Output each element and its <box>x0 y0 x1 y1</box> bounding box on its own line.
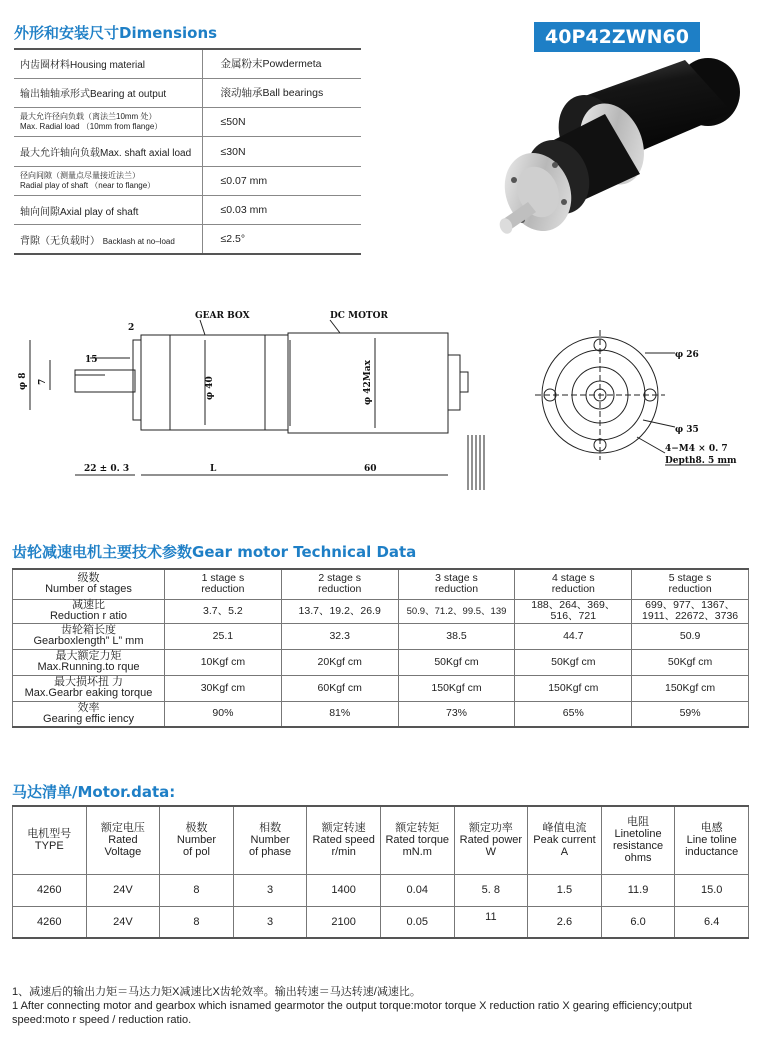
table-cell: 6.4 <box>675 906 749 938</box>
row-header-cn: 效率 <box>77 701 100 714</box>
column-header: 额定电压 Rated Voltage <box>86 806 160 874</box>
table-row <box>13 599 749 623</box>
dim-label-cn: 背隙（无负载时） <box>20 235 100 247</box>
table-cell: 50Kgf cm <box>632 649 749 675</box>
table-cell: 24V <box>86 906 160 938</box>
stage-col: 1 stage s reduction <box>165 569 282 599</box>
phi26-label: φ 26 <box>675 350 699 360</box>
table-row <box>14 108 361 137</box>
table-cell: 65% <box>515 701 632 727</box>
table-cell: 6.0 <box>601 906 675 938</box>
dim-40-label: φ 40 <box>205 376 215 400</box>
table-cell: 15.0 <box>675 874 749 906</box>
dim-label-en: Backlash at no–load <box>102 236 175 246</box>
row-header-en: Gearing effic iency <box>43 712 134 725</box>
dim-15-label: 15 <box>85 355 98 365</box>
dim-label: 内齿圈材料Housing material <box>14 49 202 78</box>
row-header-cn: 最大损坏扭 力 <box>53 676 124 688</box>
column-header: 相数 Number of phase <box>233 806 307 874</box>
column-header: 额定转速 Rated speed r/min <box>307 806 381 874</box>
table-cell: 20Kgf cm <box>281 649 398 675</box>
table-cell: 73% <box>398 701 515 727</box>
table-cell: 81% <box>281 701 398 727</box>
table-cell: 38.5 <box>398 623 515 649</box>
table-cell: 32.3 <box>281 623 398 649</box>
table-cell: 1.5 <box>528 874 602 906</box>
row-header-cn: 减速比 <box>72 599 105 611</box>
gear-box-label: GEAR BOX <box>195 311 250 321</box>
table-cell: 0.05 <box>380 906 454 938</box>
column-header: 额定转矩 Rated torque mN.m <box>380 806 454 874</box>
row-header-en: Max.Running.to rque <box>37 661 140 673</box>
table-row <box>14 195 361 224</box>
table-row <box>13 874 749 906</box>
dim-value: ≤0.03 mm <box>202 195 361 224</box>
stage-col: 5 stage s reduction <box>632 569 749 599</box>
table-cell: 3 <box>233 906 307 938</box>
dim-label: 最大允许轴向负载Max. shaft axial load <box>14 137 202 166</box>
dim-label <box>14 166 202 195</box>
table-cell: 8 <box>160 874 234 906</box>
tech-row-header <box>13 599 165 623</box>
dim-8-label: φ 8 <box>18 372 28 390</box>
dimensions-title: 外形和安装尺寸Dimensions <box>14 24 218 42</box>
table-cell: 24V <box>86 874 160 906</box>
row-header-en: Max.Gearbr eaking torque <box>24 687 153 699</box>
footnote-cn: 1、减速后的输出力矩＝马达力矩X减速比X齿轮效率。输出转速＝马达转速/减速比。 <box>12 986 421 998</box>
motor-photo <box>480 52 755 252</box>
motor-table <box>12 805 749 939</box>
dim-2-label: 2 <box>128 323 135 333</box>
column-header: 峰值电流 Peak current A <box>528 806 602 874</box>
dim-label <box>14 108 202 137</box>
table-cell: 0.04 <box>380 874 454 906</box>
table-cell: 150Kgf cm <box>398 675 515 701</box>
dim-value: ≤2.5° <box>202 225 361 254</box>
table-row <box>13 906 749 938</box>
dim-value: 金属粉末Powdermeta <box>202 49 361 78</box>
dim-42-label: φ 42Max <box>363 360 373 405</box>
table-cell: 150Kgf cm <box>632 675 749 701</box>
table-cell: 3 <box>233 874 307 906</box>
side-view-drawing <box>0 300 520 500</box>
table-cell: 50.9 <box>632 623 749 649</box>
dc-motor-label: DC MOTOR <box>330 311 388 321</box>
dim-60-label: 60 <box>364 464 377 474</box>
table-cell: 8 <box>160 906 234 938</box>
row-header-cn: 最大额定力矩 <box>55 650 122 662</box>
table-cell: 50Kgf cm <box>515 649 632 675</box>
table-row <box>13 623 749 649</box>
m4-label: 4−M4 × 0. 7 <box>665 444 728 454</box>
table-row <box>13 701 749 727</box>
column-header: 电感 Line toline inductance <box>675 806 749 874</box>
dimensions-table <box>14 48 361 255</box>
dim-value: ≤30N <box>202 137 361 166</box>
table-row <box>14 225 361 254</box>
table-cell: 44.7 <box>515 623 632 649</box>
table-cell: 3.7、5.2 <box>165 599 282 623</box>
end-view-drawing <box>525 315 755 480</box>
dim-label-cn: 最大允许径向负载（离法兰10mm 处） <box>20 112 157 122</box>
dim-7-label: 7 <box>38 378 48 385</box>
stage-col: 4 stage s reduction <box>515 569 632 599</box>
table-cell: 13.7、19.2、26.9 <box>281 599 398 623</box>
tech-row-header <box>13 623 165 649</box>
table-cell: 4260 <box>13 874 87 906</box>
phi35-label: φ 35 <box>675 425 699 435</box>
tech-title: 齿轮减速电机主要技术参数Gear motor Technical Data <box>12 543 417 561</box>
table-cell: 11 <box>454 906 528 938</box>
table-row <box>13 649 749 675</box>
table-cell: 59% <box>632 701 749 727</box>
table-cell: 150Kgf cm <box>515 675 632 701</box>
row-header-cn: 级数 <box>77 572 100 585</box>
tech-table <box>12 568 749 728</box>
table-row <box>14 78 361 107</box>
stage-col: 3 stage s reduction <box>398 569 515 599</box>
dim-label <box>14 225 202 254</box>
tech-row-header <box>13 649 165 675</box>
stage-col: 2 stage s reduction <box>281 569 398 599</box>
footnote-en: 1 After connecting motor and gearbox which isnamed gearmotor the output torque:motor torque X reduction ratio X gearing efficiency;output speed:moto r speed / reduction ratio. <box>12 1000 692 1026</box>
table-cell: 699、977、1367、 1911、22672、3736 <box>632 599 749 623</box>
dim-label-en: Max. Radial load （10mm from flange） <box>20 122 163 132</box>
table-cell: 25.1 <box>165 623 282 649</box>
table-cell: 60Kgf cm <box>281 675 398 701</box>
row-header-en: Number of stages <box>45 583 132 596</box>
dim-value: ≤50N <box>202 108 361 137</box>
table-header-row <box>13 806 749 874</box>
table-cell: 1400 <box>307 874 381 906</box>
row-header-en: Gearboxlength” L” mm <box>33 635 144 647</box>
motor-title: 马达清单/Motor.data: <box>12 783 176 801</box>
table-cell: 11.9 <box>601 874 675 906</box>
dim-label: 轴向间隙Axial play of shaft <box>14 195 202 224</box>
table-row <box>13 675 749 701</box>
table-cell: 90% <box>165 701 282 727</box>
table-cell: 4260 <box>13 906 87 938</box>
table-cell: 10Kgf cm <box>165 649 282 675</box>
table-row <box>14 137 361 166</box>
dim-label: 输出轴轴承形式Bearing at output <box>14 78 202 107</box>
dim-L-label: L <box>210 464 217 474</box>
footnote <box>12 985 752 1027</box>
column-header: 电阻 Linetoline resistance ohms <box>601 806 675 874</box>
tech-row-header <box>13 675 165 701</box>
tech-row-header <box>13 569 165 599</box>
table-cell: 188、264、369、 516、721 <box>515 599 632 623</box>
dim-label-en: Radial play of shaft （near to flange） <box>20 180 156 190</box>
table-row <box>14 49 361 78</box>
table-cell: 50.9、71.2、99.5、139 <box>398 599 515 623</box>
table-cell: 30Kgf cm <box>165 675 282 701</box>
table-cell: 50Kgf cm <box>398 649 515 675</box>
table-cell: 2.6 <box>528 906 602 938</box>
tech-row-header <box>13 701 165 727</box>
depth-label: Depth8. 5 mm <box>665 456 737 466</box>
dim-22-label: 22 ± 0. 3 <box>84 464 130 474</box>
table-cell: 2100 <box>307 906 381 938</box>
table-row <box>14 166 361 195</box>
dim-value: 滚动轴承Ball bearings <box>202 78 361 107</box>
dim-label-cn: 径向间隙（测量点尽量接近法兰） <box>20 170 140 180</box>
column-header: 额定功率 Rated power W <box>454 806 528 874</box>
column-header: 电机型号 TYPE <box>13 806 87 874</box>
dim-value: ≤0.07 mm <box>202 166 361 195</box>
row-header-en: Reduction r atio <box>49 610 128 622</box>
table-row <box>13 569 749 599</box>
table-cell: 5. 8 <box>454 874 528 906</box>
model-badge: 40P42ZWN60 <box>534 22 700 52</box>
row-header-cn: 齿轮箱长度 <box>61 624 116 636</box>
column-header: 极数 Number of pol <box>160 806 234 874</box>
